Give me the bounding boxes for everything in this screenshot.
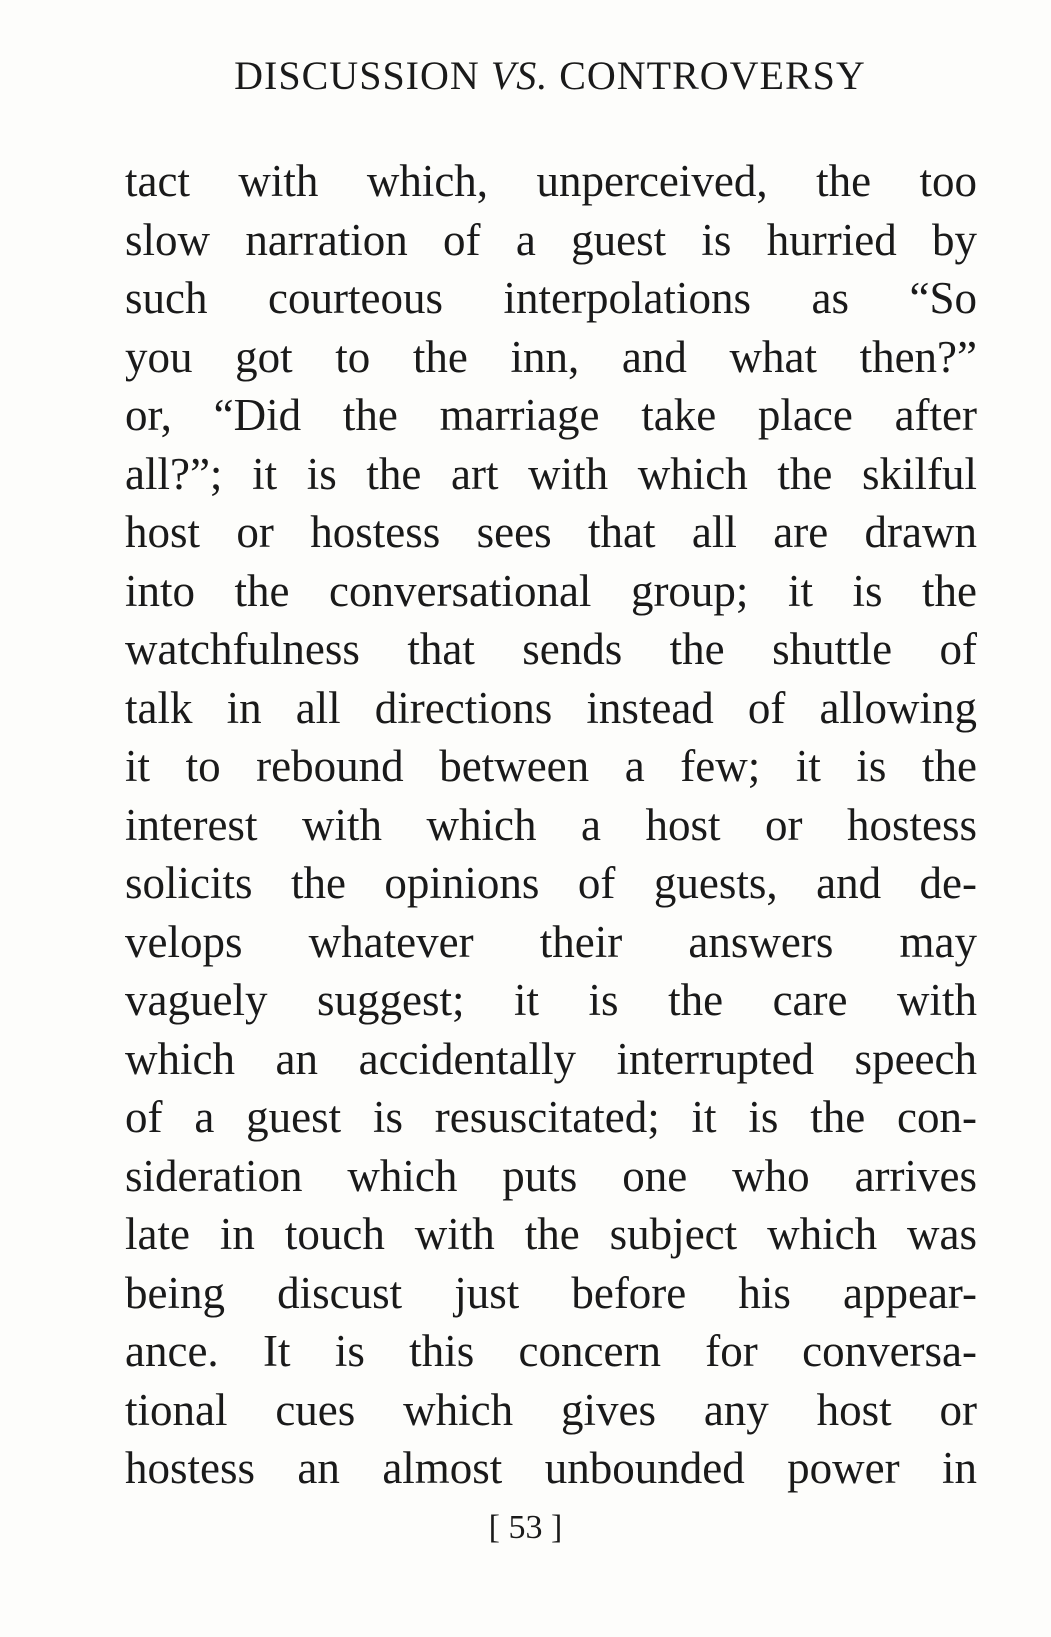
text-line: interest with which a host or hostess [125,799,977,850]
text-line: being discust just before his appear- [125,1267,977,1318]
text-line: velops whatever their answers may [125,916,977,967]
text-line: such courteous interpolations as “So [125,273,977,323]
text-line: host or hostess sees that all are drawn [125,507,977,557]
text-line: ance. It is this concern for conversa- [125,1326,977,1376]
page-number: [ 53 ] [488,1509,563,1546]
text-line: slow narration of a guest is hurried by [125,214,977,265]
text-line: hostess an almost unbounded power in [125,1443,977,1493]
text-line: of a guest is resuscitated; it is the con- [125,1092,977,1142]
text-line: solicits the opinions of guests, and de- [125,858,977,908]
text-line: all?”; it is the art with which the skilful [125,448,977,499]
running-head-left: DISCUSSION [234,53,480,98]
text-line: late in touch with the subject which was [125,1209,977,1259]
text-line: talk in all directions instead of allowing [125,682,977,733]
text-line: you got to the inn, and what then?” [125,331,977,382]
text-line: it to rebound between a few; it is the [125,741,977,791]
body-text [125,152,977,1498]
text-line: vaguely suggest; it is the care with [125,975,977,1025]
running-head [120,48,980,104]
text-line: into the conversational group; it is the [125,565,977,616]
text-line: which an accidentally interrupted speech [125,1033,977,1084]
text-line: tact with which, unperceived, the too [125,156,977,206]
text-line: or, “Did the marriage take place after [125,390,977,440]
text-line: sideration which puts one who arrives [125,1150,977,1201]
running-head-right: CONTROVERSY [559,53,866,98]
running-head-vs: VS. [490,53,549,98]
text-line: watchfulness that sends the shuttle of [125,624,977,674]
text-line: tional cues which gives any host or [125,1384,977,1435]
